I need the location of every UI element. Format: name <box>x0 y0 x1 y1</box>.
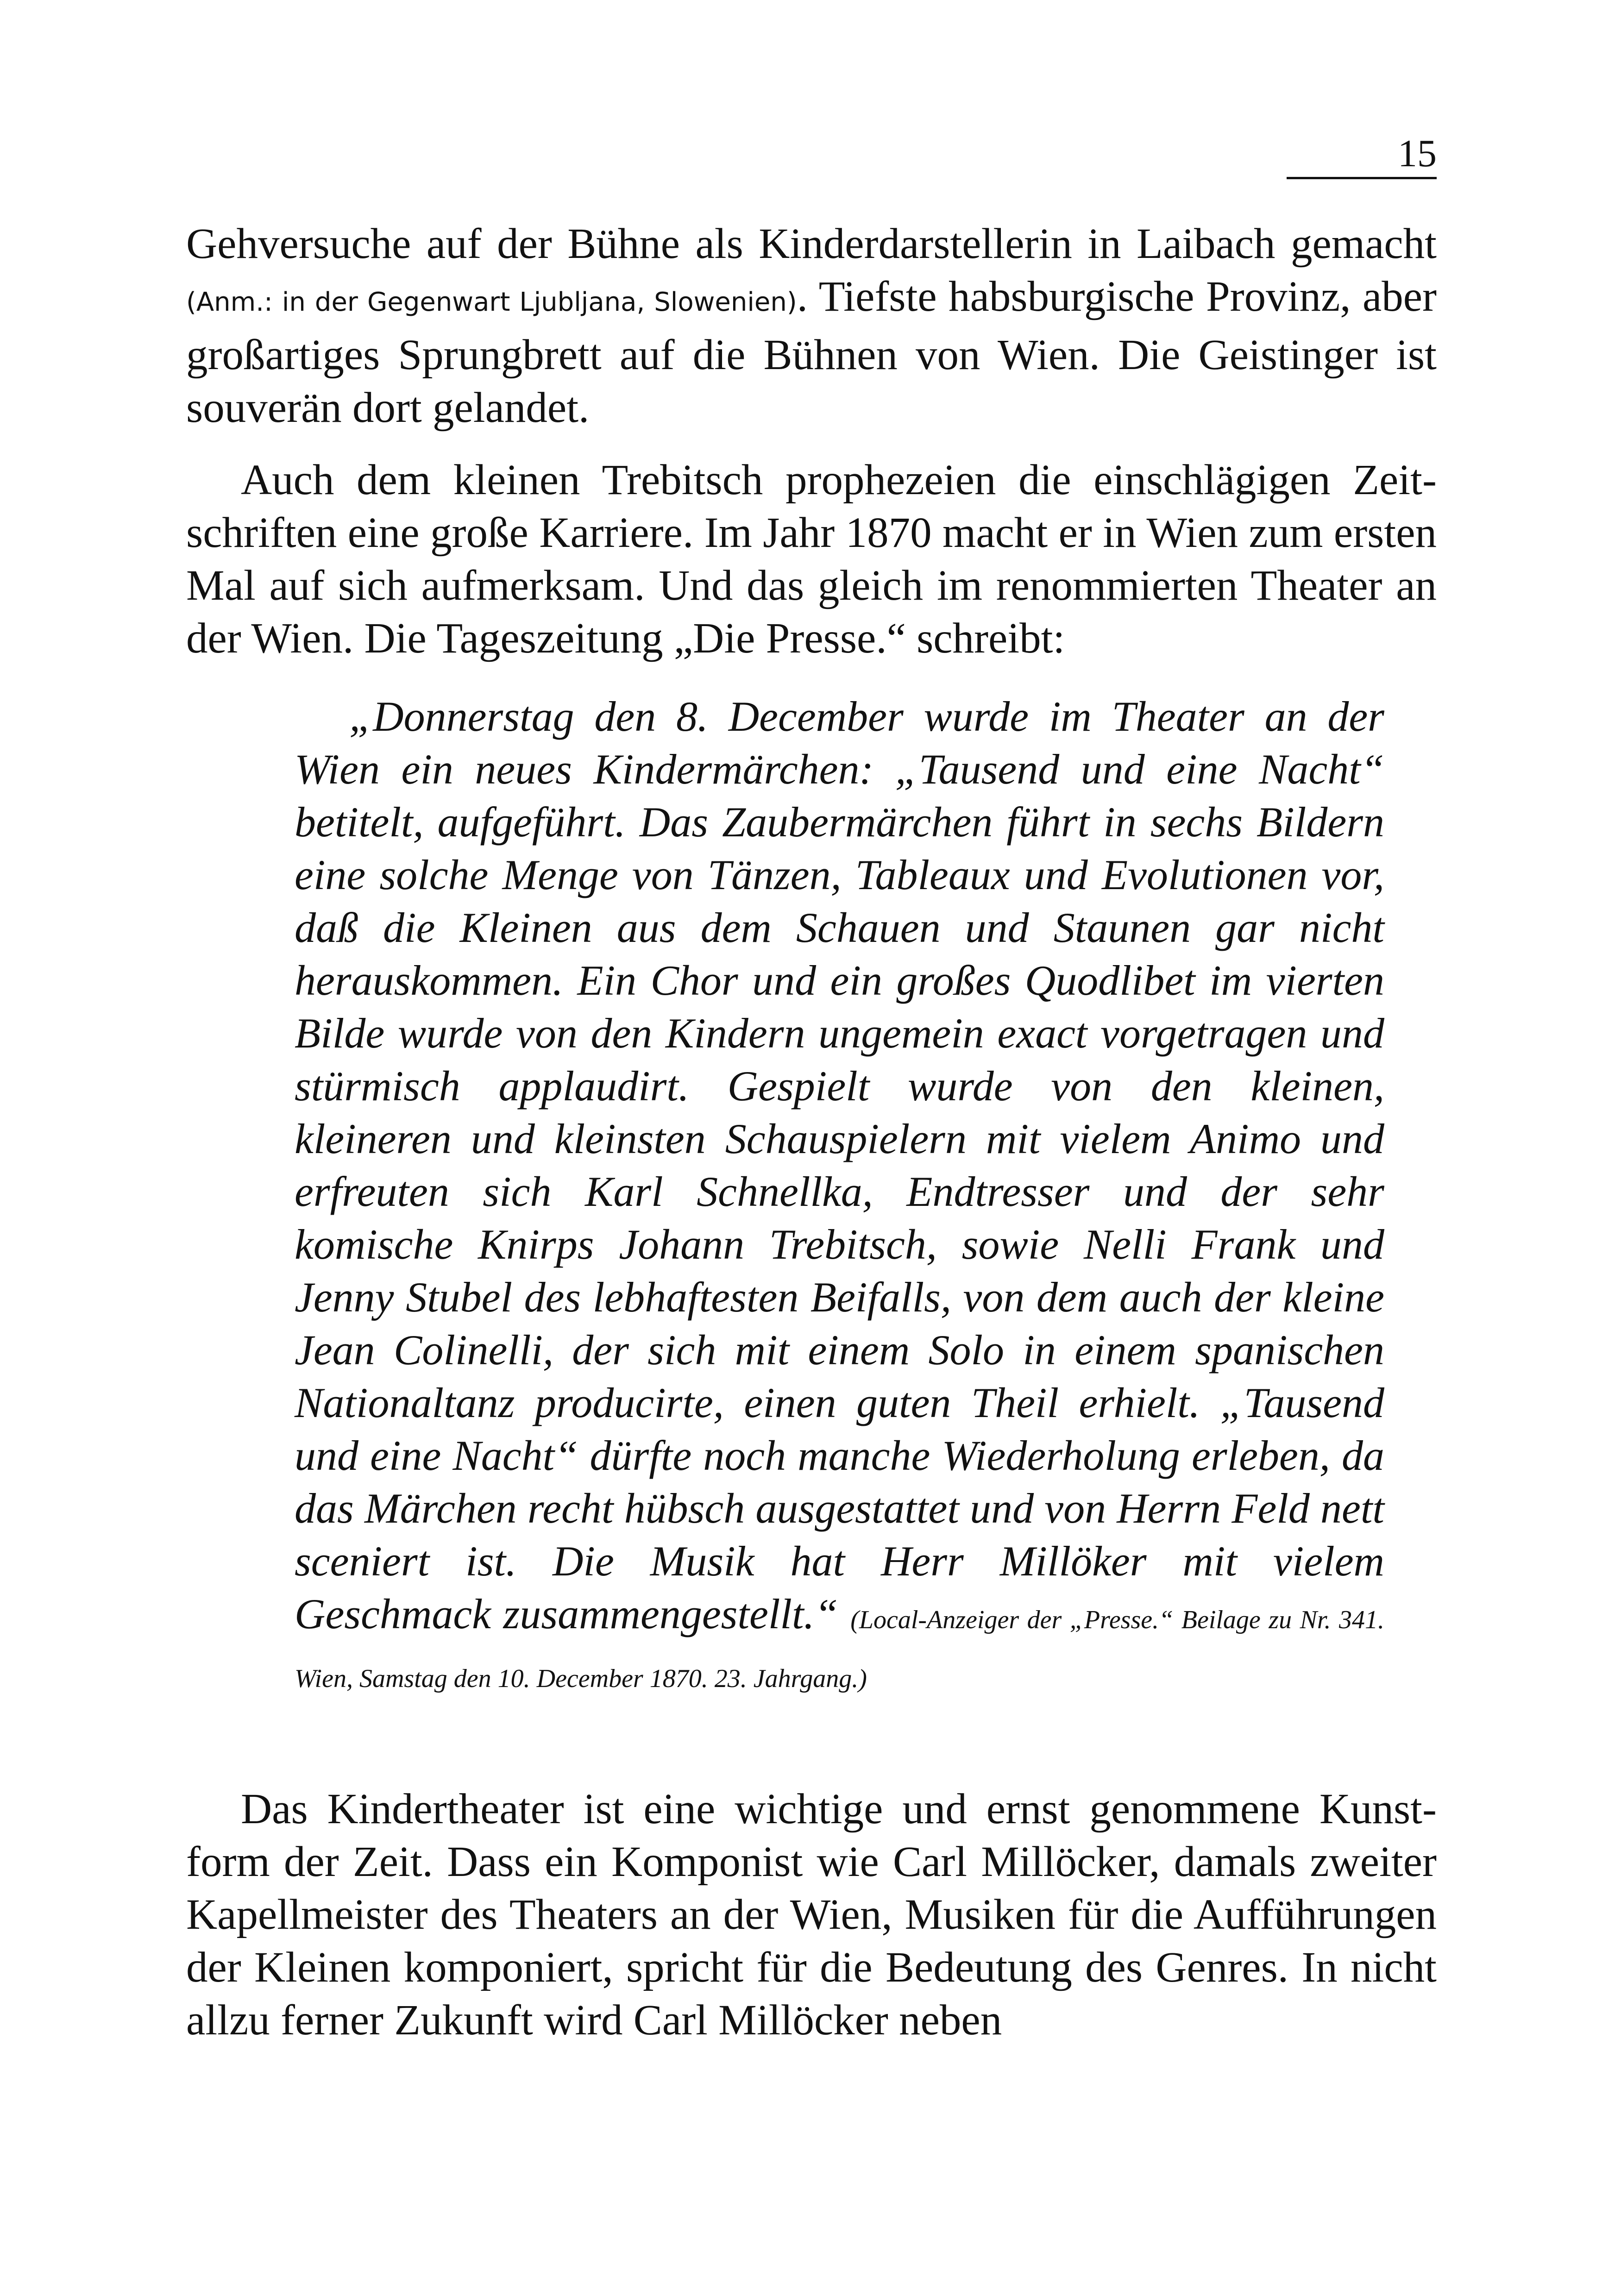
paragraph-1-end: . Tiefste habsburgische Provinz, aber großartiges Sprungbrett auf die Bühnen von Wien. Die Geistinger ist souverän dort gelandet. <box>186 273 1437 432</box>
paragraph-1 <box>186 218 1437 434</box>
paragraph-geistinger <box>186 218 1437 434</box>
paragraph-kindertheater <box>186 1783 1437 2047</box>
paragraph-trebitsch <box>186 454 1437 665</box>
quote-source: (Local-Anzeiger der „Presse.“ Beilage zu Nr. 341. Wien, Samstag den 10. December 1870. 23. Jahrgang.) <box>295 1606 1384 1693</box>
newspaper-quote <box>295 690 1384 1705</box>
editor-note: (Anm.: in der Gegenwart Ljubljana, Slowenien) <box>186 287 797 317</box>
paragraph-1-start: Gehversuche auf der Bühne als Kinderdarstellerin in Laibach gemacht <box>186 220 1437 268</box>
page-number: 15 <box>1287 134 1437 179</box>
paragraph-2: Auch dem kleinen Trebitsch prophezeien die einschlägigen Zeitschriften eine große Karriere. Im Jahr 1870 macht er in Wien zum ersten Mal auf sich aufmerksam. Und das gleich im renommierten Theater an der Wien. Die Tageszeitung „Die Presse.“ schreibt: <box>186 456 1437 662</box>
quote-text: „Donnerstag den 8. December wurde im Theater an der Wien ein neues Kindermärchen: „Tausend und eine Nacht“ betitelt, aufgeführt. Das Zaubermärchen führt in sechs Bildern eine solche Menge von Tänzen, Tableaux und Evolutionen vor, daß die Kleinen aus dem Schauen und Staunen gar nicht herauskommen. Ein Chor und ein großes Quodlibet im vierten Bilde wurde von den Kindern ungemein exact vorgetragen und stürmisch applaudirt. Gespielt wurde von den kleinen, kleineren und kleinsten Schauspielern mit vielem Animo und erfreuten sich Karl Schnellka, Endtresser und der sehr komische Knirps Johann Trebitsch, sowie Nelli Frank und Jenny Stubel des lebhaftesten Beifalls, von dem auch der kleine Jean Colinelli, der sich mit einem Solo in einem spanischen Nationaltanz producirte, einen guten Theil erhielt. „Tausend und eine Nacht“ dürfte noch manche Wiederholung erleben, da das Märchen recht hübsch ausgestattet und von Herrn Feld nett sceniert ist. Die Musik hat Herr Millöker mit vielem Geschmack zusammengestellt.“ <box>295 693 1384 1637</box>
paragraph-3: Das Kindertheater ist eine wichtige und ernst genommene Kunstform der Zeit. Dass ein Komponist wie Carl Millöcker, damals zweiter Kapellmeister des Theaters an der Wien, Musiken für die Aufführungen der Kleinen komponiert, spricht für die Bedeutung des Genres. In nicht allzu ferner Zukunft wird Carl Millöcker neben <box>186 1785 1437 2044</box>
quote-text-block <box>295 690 1384 1705</box>
